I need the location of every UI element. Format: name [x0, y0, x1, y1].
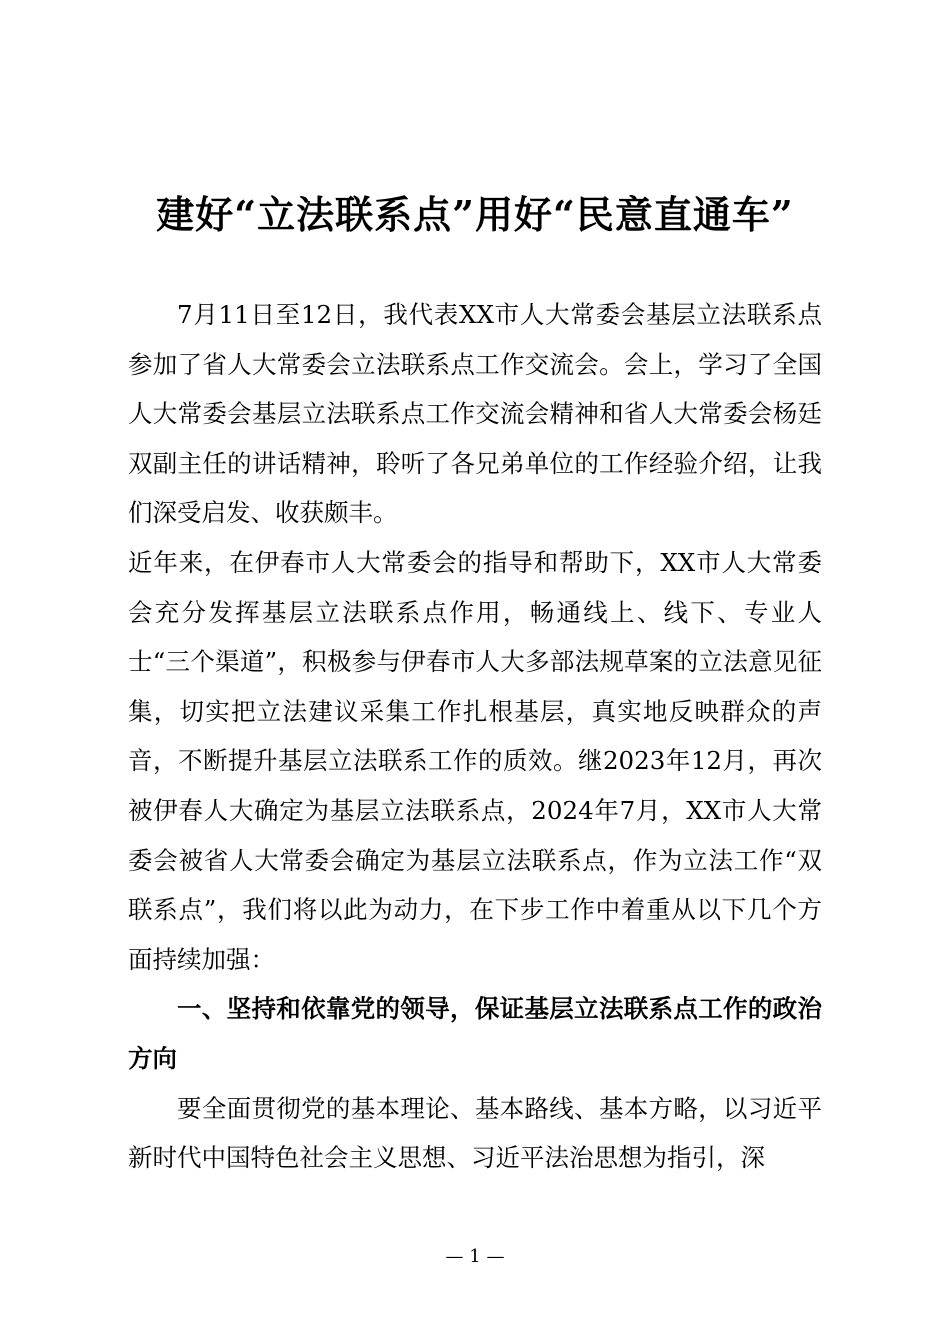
paragraph-section-one: 要全面贯彻党的基本理论、基本路线、基本方略，以习近平新时代中国特色社会主义思想、习近平法治思想为指引，深	[128, 1093, 822, 1173]
document-title: 建好“立法联系点”用好“民意直通车”	[156, 192, 794, 237]
paragraph-intro: 7月11日至12日，我代表XX市人大常委会基层立法联系点参加了省人大常委会立法联系点工作交流会。会上，学习了全国人大常委会基层立法联系点工作交流会精神和省人大常委会杨廷双副主任的讲话精神，聆听了各兄弟单位的工作经验介绍，让我们深受启发、收获颇丰。	[128, 300, 822, 528]
document-body	[128, 290, 822, 1183]
section-heading-one: 一、坚持和依靠党的领导，保证基层立法联系点工作的政治方向	[128, 994, 822, 1073]
page-number: — 1 —	[445, 1246, 505, 1267]
paragraph-background: 近年来，在伊春市人大常委会的指导和帮助下，XX市人大常委会充分发挥基层立法联系点作用，畅通线上、线下、专业人士“三个渠道”，积极参与伊春市人大多部法规草案的立法意见征集，切实把立法建议采集工作扎根基层，真实地反映群众的声音，不断提升基层立法联系工作的质效。继2023年12月，再次被伊春人大确定为基层立法联系点，2024年7月，XX市人大常委会被省人大常委会确定为基层立法联系点，作为立法工作“双联系点”，我们将以此为动力，在下步工作中着重从以下几个方面持续加强：	[128, 547, 822, 974]
